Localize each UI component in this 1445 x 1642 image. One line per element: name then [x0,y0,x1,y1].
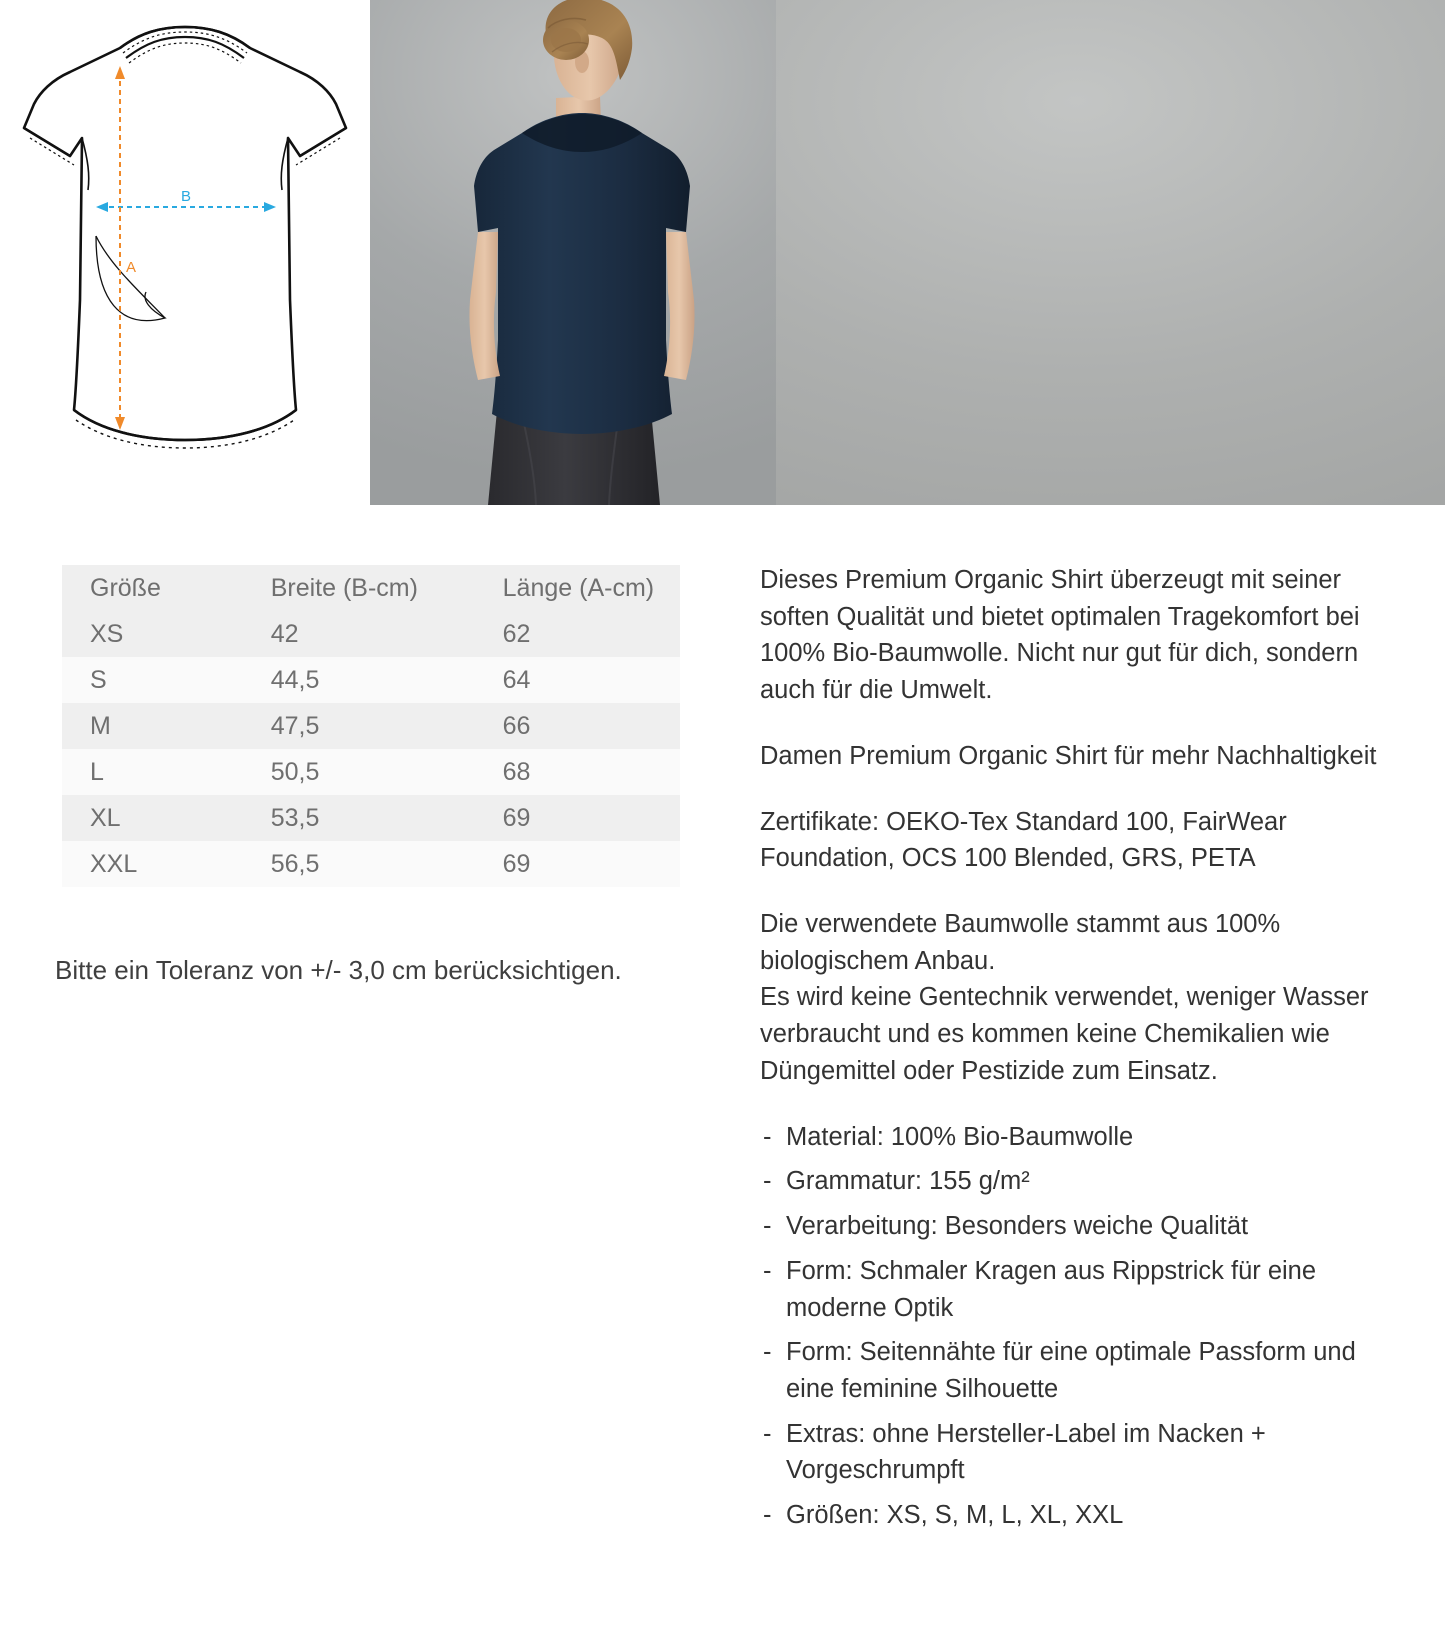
list-item [760,1334,1400,1407]
table-row [62,657,680,703]
dash-bullet: - [763,1256,772,1285]
dash-bullet: - [763,1167,772,1196]
feature-text: Größen: XS, S, M, L, XL, XXL [786,1501,1124,1530]
cell-width: 42 [270,619,299,648]
feature-list [760,1119,1400,1534]
list-item [760,1163,1400,1200]
cell-width: 47,5 [270,711,320,740]
table-row [62,703,680,749]
cell-length: 69 [502,803,531,832]
feature-text: Material: 100% Bio-Baumwolle [786,1122,1134,1151]
list-item [760,1416,1400,1489]
description-intro: Dieses Premium Organic Shirt überzeugt mit seiner soften Qualität und bietet optimalen Tragekomfort bei 100% Bio-Baumwolle. Nicht nur gut für dich, sondern auch für die Umwelt. [760,566,1360,705]
cell-length: 69 [502,849,531,878]
cell-size: XXL [90,849,138,878]
cell-length: 66 [502,711,531,740]
table-row [62,749,680,795]
description-subtitle: Damen Premium Organic Shirt für mehr Nachhaltigkeit [760,741,1377,770]
feature-text: Grammatur: 155 g/m² [786,1167,1030,1196]
column-header-size: Größe [90,573,161,602]
cell-size: XL [90,803,121,832]
dash-bullet: - [763,1501,772,1530]
list-item [760,1253,1400,1326]
cell-length: 68 [502,757,531,786]
table-row [62,841,680,887]
feature-text: Form: Schmaler Kragen aus Rippstrick für eine moderne Optik [786,1256,1317,1322]
description-cotton-origin: Die verwendete Baumwolle stammt aus 100% biologischem Anbau. [760,910,1281,975]
size-table-container [62,565,680,887]
cell-size: M [90,711,111,740]
technical-drawing-panel [0,0,370,505]
description-certificates: Zertifikate: OEKO-Tex Standard 100, FairWear Foundation, OCS 100 Blended, GRS, PETA [760,807,1287,873]
list-item [760,1497,1400,1534]
dash-bullet: - [763,1419,772,1448]
feature-text: Verarbeitung: Besonders weiche Qualität [786,1212,1249,1241]
cell-width: 44,5 [270,665,320,694]
size-table [62,565,680,887]
cell-width: 50,5 [270,757,320,786]
cell-size: XS [90,619,124,648]
t-shirt-technical-drawing [0,0,370,505]
table-row [62,611,680,657]
dash-bullet: - [763,1338,772,1367]
column-header-width: Breite (B-cm) [270,573,418,602]
column-header-length: Länge (A-cm) [502,573,655,602]
feature-text: Form: Seitennähte für eine optimale Passform und eine feminine Silhouette [786,1338,1356,1403]
dash-bullet: - [763,1122,772,1151]
list-item [760,1208,1400,1245]
cell-width: 56,5 [270,849,320,878]
table-header-row [62,565,680,611]
table-row [62,795,680,841]
cell-width: 53,5 [270,803,320,832]
feature-text: Extras: ohne Hersteller-Label im Nacken + Vorgeschrumpft [786,1419,1266,1485]
dash-bullet: - [763,1212,772,1241]
svg-text:B: B [180,188,192,205]
model-detail-photo [776,0,1445,505]
svg-text:A: A [125,259,137,276]
list-item [760,1119,1400,1156]
cell-size: S [90,665,107,694]
cell-length: 64 [502,665,531,694]
cell-size: L [90,757,104,786]
tolerance-note: Bitte ein Toleranz von +/- 3,0 cm berücksichtigen. [55,955,622,985]
photo-background-detail [776,0,1445,505]
product-image-strip [0,0,1445,505]
model-back-figure [370,0,776,505]
description-sustainability: Es wird keine Gentechnik verwendet, weniger Wasser verbraucht und es kommen keine Chemikalien wie Düngemittel oder Pestizide zum Einsatz. [760,983,1369,1085]
cell-length: 62 [502,619,531,648]
model-back-view-photo [370,0,776,505]
description-column [760,562,1400,1542]
